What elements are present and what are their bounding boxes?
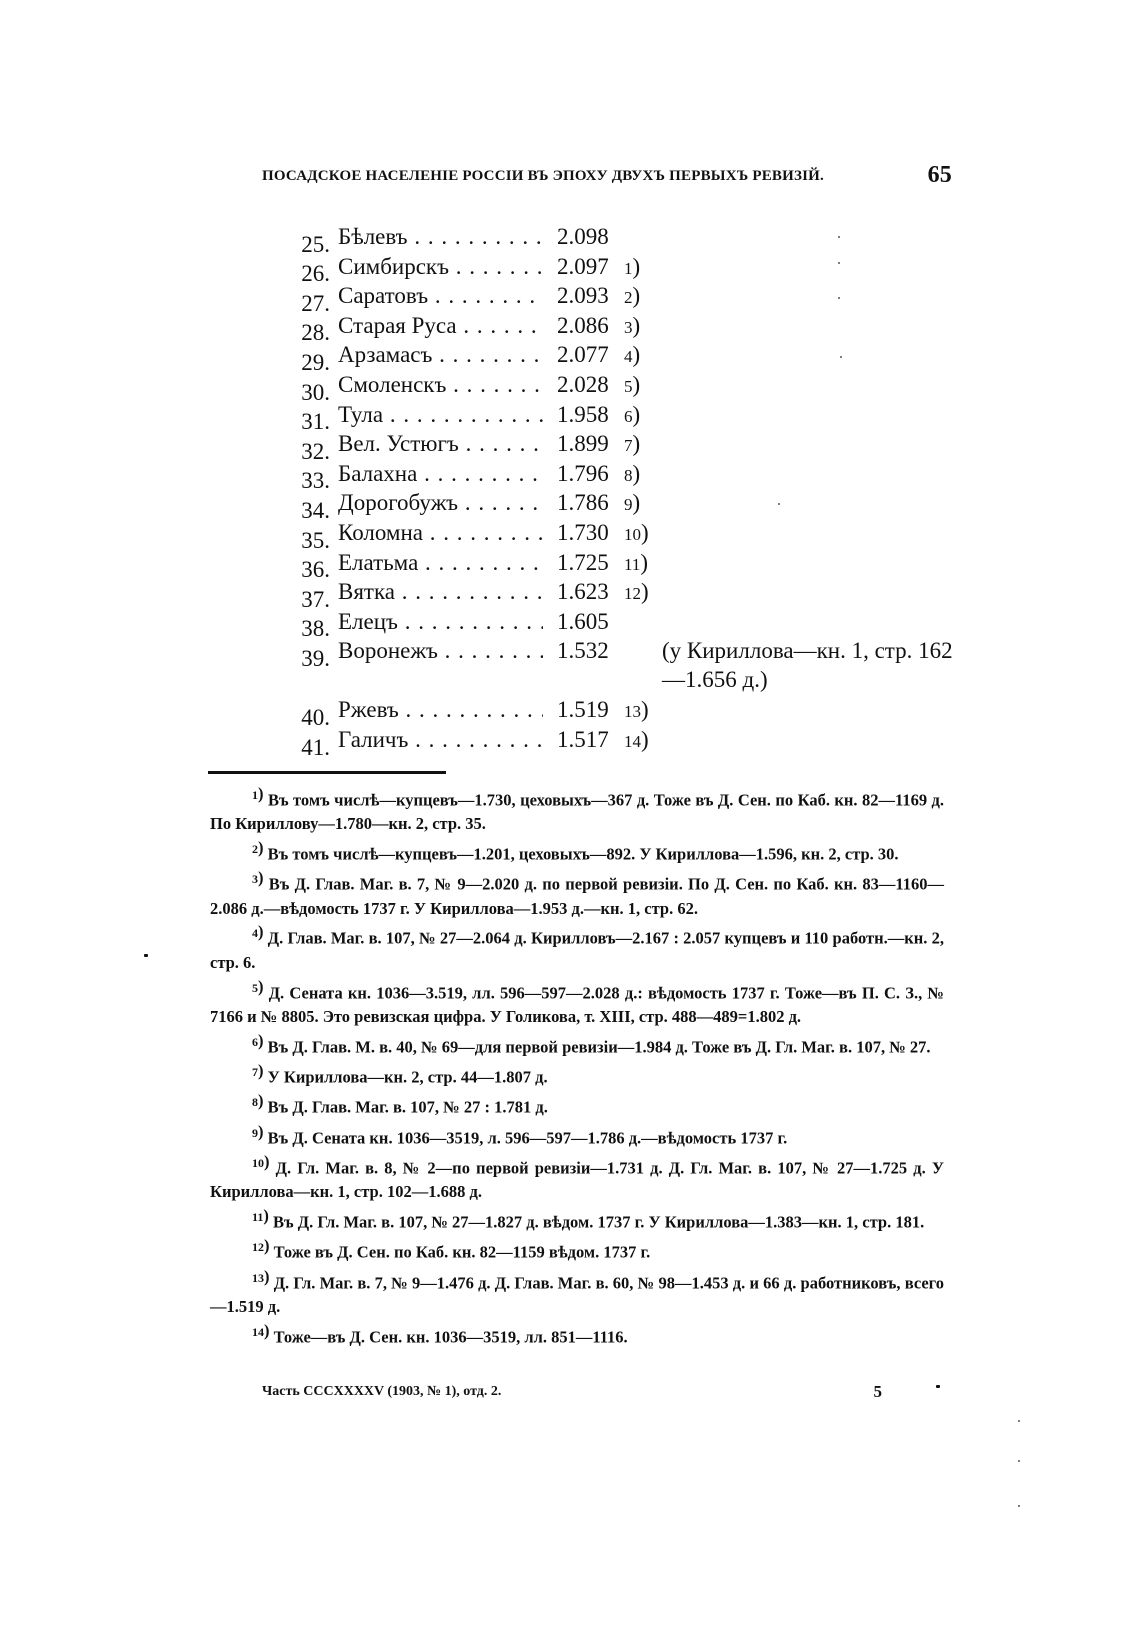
footnote-ref: 8 ) xyxy=(624,459,640,491)
scan-speck xyxy=(838,262,840,264)
list-item xyxy=(282,488,633,523)
footnote-ref: 7 ) xyxy=(624,429,640,461)
population-value: 1.605 xyxy=(557,608,609,634)
row-number: 40. xyxy=(301,704,330,730)
row-number: 30. xyxy=(301,379,330,405)
footnote-text: Д. Глав. Маг. в. 107, № 27—2.064 д. Кирилловъ—2.167 : 2.057 купцевъ и 110 работн.—кн. 2, стр. 6. xyxy=(210,928,945,972)
footnote-ref: 12 ) xyxy=(624,577,649,609)
footnote xyxy=(210,920,944,974)
footnote xyxy=(210,1120,944,1150)
town-name: Ржевъ . . . xyxy=(330,695,543,725)
scan-speck xyxy=(1018,1460,1020,1462)
population-value: 1.519 xyxy=(557,697,609,723)
footnote-mark: $^{14}$ ) xyxy=(252,1325,270,1339)
scan-speck xyxy=(936,1385,940,1388)
footnote xyxy=(210,782,944,836)
row-number: 39. xyxy=(301,645,330,671)
footnote xyxy=(210,866,944,920)
row-number: 28. xyxy=(301,320,330,346)
footnote-text: У Кириллова—кн. 2, стр. 44—1.807 д. xyxy=(267,1067,548,1087)
footnote-mark: $^{11}$ ) xyxy=(252,1210,269,1224)
scan-speck xyxy=(840,356,842,358)
list-item xyxy=(282,281,633,316)
footnote-mark: $^{12}$ ) xyxy=(252,1240,270,1254)
footnote-mark: $^8$ ) xyxy=(252,1095,264,1109)
running-title: ПОСАДСКОЕ НАСЕЛЕНІЕ РОССІИ ВЪ ЭПОХУ ДВУХЪ ПЕРВЫХЪ РЕВИЗІЙ. xyxy=(262,168,824,184)
list-item xyxy=(282,725,641,760)
town-name: Смоленскъ . . . xyxy=(330,370,543,400)
row-note: (у Кириллова—кн. 1, стр. 162—1.656 д.) xyxy=(662,638,953,693)
footnote xyxy=(210,1089,944,1119)
population-value: 1.532 xyxy=(557,638,609,664)
footnote xyxy=(210,1029,944,1059)
row-number: 38. xyxy=(301,616,330,642)
scan-speck xyxy=(778,503,780,505)
scan-speck xyxy=(1018,1420,1020,1422)
row-number: 25. xyxy=(301,231,330,257)
scan-speck xyxy=(838,236,840,238)
footnote xyxy=(210,836,944,866)
footnote-text: Въ Д. Глав. М. в. 40, № 69—для первой ревизіи—1.984 д. Тоже въ Д. Гл. Маг. в. 107, № 27. xyxy=(267,1037,931,1057)
list-item xyxy=(282,577,641,612)
row-number: 34. xyxy=(301,497,330,523)
population-value: 1.899 xyxy=(557,431,609,457)
footnote-mark: $^3$ ) xyxy=(252,872,264,886)
footnote-ref: 5 ) xyxy=(624,370,640,402)
town-name: Елатьма . . . xyxy=(330,548,543,578)
list-item xyxy=(282,252,633,287)
footnote xyxy=(210,1059,944,1089)
scan-speck xyxy=(838,297,840,299)
footnote-mark: $^{13}$ ) xyxy=(252,1271,270,1285)
town-name: Арзамасъ . . . xyxy=(330,340,543,370)
population-value: 1.623 xyxy=(557,579,609,605)
row-number: 29. xyxy=(301,349,330,375)
town-population-list xyxy=(282,222,953,760)
page-number: 65 xyxy=(927,162,952,188)
footnote-ref: 9 ) xyxy=(624,488,640,520)
footnote-ref: 11 ) xyxy=(624,548,648,580)
footnote-rule xyxy=(208,771,446,774)
town-name: Коломна . . . xyxy=(330,518,543,548)
row-number: 37. xyxy=(301,586,330,612)
footnote-mark: $^9$ ) xyxy=(252,1126,264,1140)
town-name: Галичъ . . . xyxy=(330,725,543,755)
footnote-text: Въ Д. Глав. Маг. в. 7, № 9—2.020 д. по первой ревизіи. По Д. Сен. по Каб. кн. 83—1160—2.086 д.—вѣдомость 1737 г. У Кириллова—1.953 д.—кн. 1, стр. 62. xyxy=(210,874,944,918)
population-value: 1.786 xyxy=(557,490,609,516)
population-value: 1.958 xyxy=(557,401,609,427)
footnote-ref: 13 ) xyxy=(624,695,649,727)
town-name: Вятка . . . xyxy=(330,577,543,607)
row-number: 26. xyxy=(301,261,330,287)
town-name: Симбирскъ . . . xyxy=(330,252,543,282)
population-value: 2.028 xyxy=(557,371,609,397)
footnote-ref: 6 ) xyxy=(624,400,640,432)
footnote-mark: $^1$ ) xyxy=(252,788,264,802)
population-value: 1.730 xyxy=(557,519,609,545)
list-item xyxy=(282,607,609,642)
footnote-text: Въ томъ числѣ—купцевъ—1.730, цеховыхъ—367 д. Тоже въ Д. Сен. по Каб. кн. 82—1169 д. По Кириллову—1.780—кн. 2, стр. 35. xyxy=(210,790,945,834)
list-item xyxy=(282,518,641,553)
footnote-ref: 4 ) xyxy=(624,340,640,372)
footnote-text: Д. Гл. Маг. в. 8, № 2—по первой ревизіи—1.731 д. Д. Гл. Маг. в. 107, № 27—1.725 д. У Кириллова—кн. 1, стр. 102—1.688 д. xyxy=(210,1158,944,1202)
footnote-text: Тоже въ Д. Сен. по Каб. кн. 82—1159 вѣдом. 1737 г. xyxy=(273,1242,651,1262)
footnote xyxy=(210,1204,944,1234)
row-number: 35. xyxy=(301,527,330,553)
footnote xyxy=(210,975,944,1029)
list-item xyxy=(282,548,641,583)
footnote-ref: 10 ) xyxy=(624,518,649,550)
list-item xyxy=(282,429,633,464)
signature-mark: 5 xyxy=(873,1382,882,1401)
row-number: 41. xyxy=(301,734,330,760)
list-item xyxy=(282,695,641,730)
list-item xyxy=(282,222,609,257)
list-item xyxy=(282,370,633,405)
row-number: 33. xyxy=(301,468,330,494)
row-number: 32. xyxy=(301,438,330,464)
footnote-text: Д. Сената кн. 1036—3.519, лл. 596—597—2.028 д.: вѣдомость 1737 г. Тоже—въ П. С. З., № 7166 и № 8805. Это ревизская цифра. У Голикова, т. XIII, стр. 488—489=1.802 д. xyxy=(210,983,944,1026)
footnote-mark: $^{10}$ ) xyxy=(252,1156,270,1170)
footnote xyxy=(210,1234,944,1264)
population-value: 1.517 xyxy=(557,726,609,752)
page-footer xyxy=(262,1384,882,1400)
population-value: 2.093 xyxy=(557,283,609,309)
town-name: Вел. Устюгъ . . . xyxy=(330,429,543,459)
list-item xyxy=(282,400,633,435)
footnotes xyxy=(210,782,944,1349)
footnote-text: Тоже—въ Д. Сен. кн. 1036—3519, лл. 851—1116. xyxy=(273,1327,628,1347)
town-name: Елецъ . . . xyxy=(330,607,543,637)
population-value: 2.086 xyxy=(557,312,609,338)
town-name: Дорогобужъ . . . xyxy=(330,488,543,518)
row-number: 36. xyxy=(301,557,330,583)
population-value: 2.098 xyxy=(557,224,609,249)
footnote xyxy=(210,1150,944,1204)
footnote xyxy=(210,1319,944,1349)
scan-speck xyxy=(1018,1505,1020,1507)
scan-speck xyxy=(144,954,148,957)
town-name: Бѣлевъ . . . xyxy=(330,222,543,252)
footnote-text: Въ Д. Сената кн. 1036—3519, л. 596—597—1.786 д.—вѣдомость 1737 г. xyxy=(267,1128,788,1148)
town-name: Балахна . . . xyxy=(330,459,543,489)
footnote-text: Въ Д. Гл. Маг. в. 107, № 27—1.827 д. вѣдом. 1737 г. У Кириллова—1.383—кн. 1, стр. 181. xyxy=(272,1212,925,1232)
footnote-text: Въ томъ числѣ—купцевъ—1.201, цеховыхъ—892. У Кириллова—1.596, кн. 2, стр. 30. xyxy=(267,844,899,864)
population-value: 2.077 xyxy=(557,342,609,368)
footnote-mark: $^7$ ) xyxy=(252,1065,264,1079)
footnote-mark: $^6$ ) xyxy=(252,1035,264,1049)
running-header xyxy=(262,162,952,188)
town-name: Старая Руса . . . xyxy=(330,311,543,341)
population-value: 2.097 xyxy=(557,253,609,279)
footnote-ref: 14 ) xyxy=(624,725,649,757)
footnote-mark: $^2$ ) xyxy=(252,842,264,856)
footnote-mark: $^5$ ) xyxy=(252,981,264,995)
footnote-ref: 3 ) xyxy=(624,311,640,343)
row-number: 27. xyxy=(301,290,330,316)
footnote-ref: 2 ) xyxy=(624,281,640,313)
town-name: Саратовъ . . . xyxy=(330,281,543,311)
list-item xyxy=(282,459,633,494)
town-name: Тула . . . xyxy=(330,400,543,430)
footnote-text: Д. Гл. Маг. в. 7, № 9—1.476 д. Д. Глав. Маг. в. 60, № 98—1.453 д. и 66 д. работниковъ, всего—1.519 д. xyxy=(210,1273,944,1316)
footnote-text: Въ Д. Глав. Маг. в. 107, № 27 : 1.781 д. xyxy=(267,1097,548,1117)
list-item xyxy=(282,311,633,346)
population-value: 1.725 xyxy=(557,549,609,575)
town-name: Воронежъ . . . xyxy=(330,636,543,666)
journal-part: Часть CCCXXXXV (1903, № 1), отд. 2. xyxy=(262,1384,502,1399)
list-item xyxy=(282,636,953,695)
population-value: 1.796 xyxy=(557,460,609,486)
footnote-mark: $^4$ ) xyxy=(252,926,264,940)
footnote-ref: 1 ) xyxy=(624,252,640,284)
row-number: 31. xyxy=(301,409,330,435)
footnote xyxy=(210,1265,944,1319)
list-item xyxy=(282,340,633,375)
